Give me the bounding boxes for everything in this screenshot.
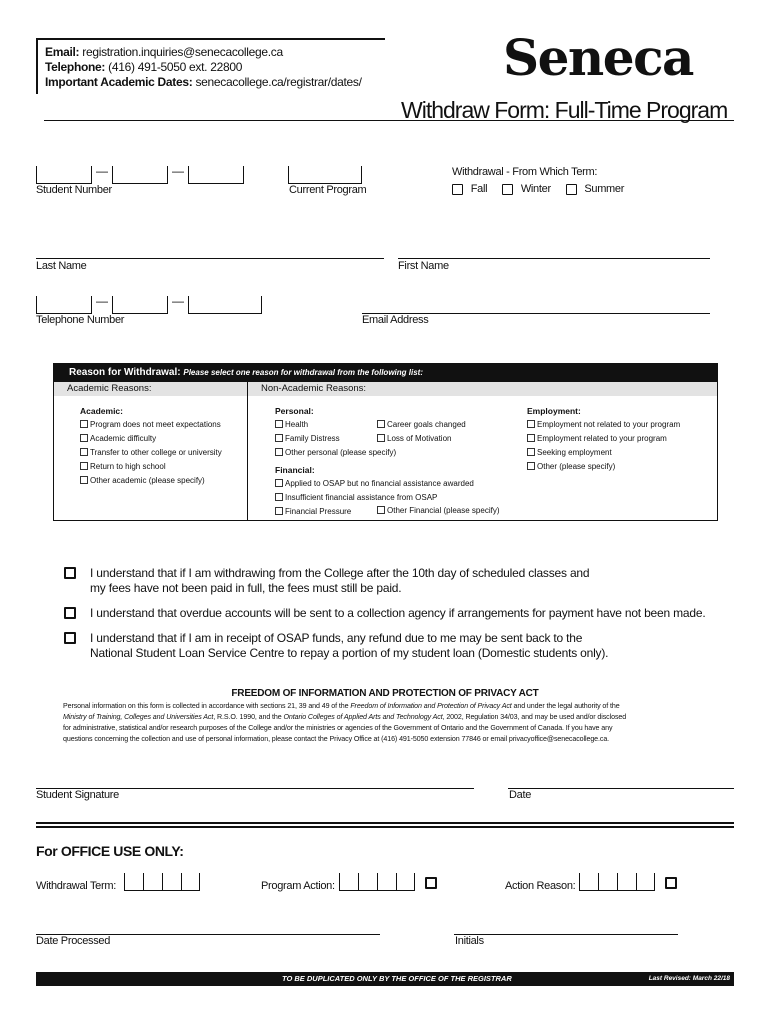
contact-block	[36, 38, 385, 94]
program-action-label: Program Action:	[261, 880, 335, 892]
student-number-part2[interactable]	[112, 166, 168, 184]
checkbox-icon[interactable]	[275, 434, 283, 442]
action-reason-label: Action Reason:	[505, 880, 576, 892]
office-title: For OFFICE USE ONLY:	[36, 843, 184, 859]
footer-bar	[36, 972, 734, 986]
employment-column	[527, 404, 680, 474]
program-action-checkbox[interactable]	[425, 877, 437, 889]
checkbox-icon[interactable]	[527, 420, 535, 428]
footer-revised-text: Last Revised: March 22/18	[648, 975, 730, 982]
personal-label: Personal:	[275, 406, 314, 416]
checkbox-icon[interactable]	[275, 507, 283, 515]
employment-item[interactable]: Employment related to your program	[527, 432, 680, 446]
checkbox-icon[interactable]	[275, 420, 283, 428]
telephone-part2[interactable]	[112, 296, 168, 314]
dates-link[interactable]: senecacollege.ca/registrar/dates/	[192, 75, 362, 89]
ack-text: I understand that overdue accounts will be sent to a collection agency if arrangements for payment have not been made.	[90, 606, 706, 620]
telephone-label: Telephone Number	[36, 314, 125, 326]
email-line: Email: registration.inquiries@senecacollege.ca	[45, 45, 283, 59]
financial-label: Financial:	[275, 465, 315, 475]
checkbox-icon[interactable]	[80, 420, 88, 428]
student-number-part1[interactable]	[36, 166, 92, 184]
ack-checkbox[interactable]	[64, 607, 76, 619]
form-title: Withdraw Form: Full-Time Program	[401, 97, 728, 123]
summer-checkbox[interactable]	[566, 184, 577, 195]
personal-item[interactable]: Career goals changed	[377, 418, 466, 432]
telephone-part3[interactable]	[188, 296, 262, 314]
academic-header: Academic Reasons:	[67, 383, 152, 394]
office-divider	[36, 822, 734, 828]
employment-item[interactable]: Seeking employment	[527, 446, 680, 460]
dates-line: Important Academic Dates: senecacollege.ca/registrar/dates/	[45, 75, 362, 89]
academic-item[interactable]: Return to high school	[80, 460, 222, 474]
email-value[interactable]: registration.inquiries@senecacollege.ca	[79, 45, 283, 59]
checkbox-icon[interactable]	[527, 462, 535, 470]
student-number-part3[interactable]	[188, 166, 244, 184]
column-divider	[247, 382, 248, 521]
initials-label: Initials	[455, 935, 484, 947]
checkbox-icon[interactable]	[377, 434, 385, 442]
checkbox-icon[interactable]	[527, 434, 535, 442]
non-academic-header: Non-Academic Reasons:	[261, 383, 367, 394]
telephone-part1[interactable]	[36, 296, 92, 314]
term-options	[452, 183, 624, 195]
withdrawal-term-boxes[interactable]	[124, 873, 200, 891]
checkbox-icon[interactable]	[275, 479, 283, 487]
checkbox-icon[interactable]	[275, 448, 283, 456]
personal-item[interactable]: Other personal (please specify)	[275, 446, 474, 460]
action-reason-boxes[interactable]	[579, 873, 655, 891]
financial-item[interactable]: Insufficient financial assistance from OSAP	[275, 491, 474, 505]
dash: —	[96, 164, 108, 178]
academic-label: Academic:	[80, 406, 123, 416]
seneca-logo: Seneca	[503, 28, 693, 87]
ack-text: my fees have not been paid in full, the fees must still be paid.	[90, 581, 402, 595]
personal-item[interactable]: Loss of Motivation	[377, 432, 466, 446]
checkbox-icon[interactable]	[80, 448, 88, 456]
reason-table	[53, 363, 718, 521]
last-name-label: Last Name	[36, 260, 87, 272]
financial-item[interactable]: Other Financial (please specify)	[377, 504, 500, 518]
date-processed-label: Date Processed	[36, 935, 111, 947]
ack-text: I understand that if I am in receipt of OSAP funds, any refund due to me may be sent back to the	[90, 631, 583, 645]
initials-input[interactable]	[454, 934, 678, 935]
reason-instruction: Please select one reason for withdrawal from the following list:	[183, 368, 423, 377]
academic-item[interactable]: Transfer to other college or university	[80, 446, 222, 460]
fall-label: Fall	[470, 183, 488, 195]
academic-item[interactable]: Academic difficulty	[80, 432, 222, 446]
personal-item[interactable]: Health	[275, 418, 474, 432]
dash: —	[172, 294, 184, 308]
current-program-label: Current Program	[289, 184, 367, 196]
ack-text: I understand that if I am withdrawing from the College after the 10th day of scheduled classes and	[90, 566, 590, 580]
academic-item[interactable]: Program does not meet expectations	[80, 418, 222, 432]
reason-title: Reason for Withdrawal:	[69, 367, 181, 378]
fall-checkbox[interactable]	[452, 184, 463, 195]
ack-checkbox[interactable]	[64, 632, 76, 644]
last-name-input[interactable]	[36, 258, 384, 259]
signature-label: Student Signature	[36, 789, 119, 801]
winter-label: Winter	[520, 183, 551, 195]
current-program-input[interactable]	[288, 166, 362, 184]
dash: —	[96, 294, 108, 308]
checkbox-icon[interactable]	[80, 434, 88, 442]
privacy-text: Personal information on this form is collected in accordance with sections 21, 39 and 49 of the Freedom of Information and Protection of Privacy Act and under the legal authority of the Ministry of Training, Colleges and Universities Act, R.S.O. 1990, and the Ontario Colleges of Applied Arts and Technology Act, 2002, Regulation 34/03, and may be used and/or disclosed for administrative, statistical and/or research purposes of the College and/or the ministries or agencies of the Government of Ontario and the Government of Canada. If you have any questions concerning the collection and use of personal information, please contact the Privacy Office at (416) 491-5050 extension 77846 or email privacyoffice@senecacollege.ca.	[63, 702, 627, 743]
checkbox-icon[interactable]	[377, 506, 385, 514]
phone-line: Telephone: (416) 491-5050 ext. 22800	[45, 60, 243, 74]
reason-header-bar	[54, 364, 717, 382]
first-name-label: First Name	[398, 260, 449, 272]
term-title: Withdrawal - From Which Term:	[452, 166, 598, 178]
academic-item[interactable]: Other academic (please specify)	[80, 474, 222, 488]
ack-checkbox[interactable]	[64, 567, 76, 579]
checkbox-icon[interactable]	[377, 420, 385, 428]
checkbox-icon[interactable]	[80, 462, 88, 470]
financial-item[interactable]: Applied to OSAP but no financial assistance awarded	[275, 477, 474, 491]
dash: —	[172, 164, 184, 178]
summer-label: Summer	[584, 183, 625, 195]
winter-checkbox[interactable]	[502, 184, 513, 195]
checkbox-icon[interactable]	[527, 448, 535, 456]
student-number-label: Student Number	[36, 184, 112, 196]
date-label: Date	[509, 789, 532, 801]
academic-column	[80, 404, 222, 488]
footer-center-text: TO BE DUPLICATED ONLY BY THE OFFICE OF THE REGISTRAR	[282, 974, 512, 983]
employment-label: Employment:	[527, 406, 581, 416]
personal-item[interactable]: Family Distress	[275, 432, 474, 446]
first-name-input[interactable]	[398, 258, 710, 259]
ack-text: National Student Loan Service Centre to repay a portion of my student loan (Domestic students only).	[90, 646, 609, 660]
title-underline	[44, 120, 734, 121]
reason-subheader	[54, 382, 717, 396]
checkbox-icon[interactable]	[80, 476, 88, 484]
personal-column-right	[377, 418, 466, 446]
date-input[interactable]	[508, 788, 734, 789]
employment-item[interactable]: Other (please specify)	[527, 460, 680, 474]
financial-item[interactable]: Financial Pressure	[275, 505, 474, 519]
employment-item[interactable]: Employment not related to your program	[527, 418, 680, 432]
action-reason-checkbox[interactable]	[665, 877, 677, 889]
privacy-title: FREEDOM OF INFORMATION AND PROTECTION OF PRIVACY ACT	[231, 688, 539, 699]
withdrawal-term-label: Withdrawal Term:	[36, 880, 116, 892]
program-action-boxes[interactable]	[339, 873, 415, 891]
email-label: Email Address	[362, 314, 429, 326]
checkbox-icon[interactable]	[275, 493, 283, 501]
